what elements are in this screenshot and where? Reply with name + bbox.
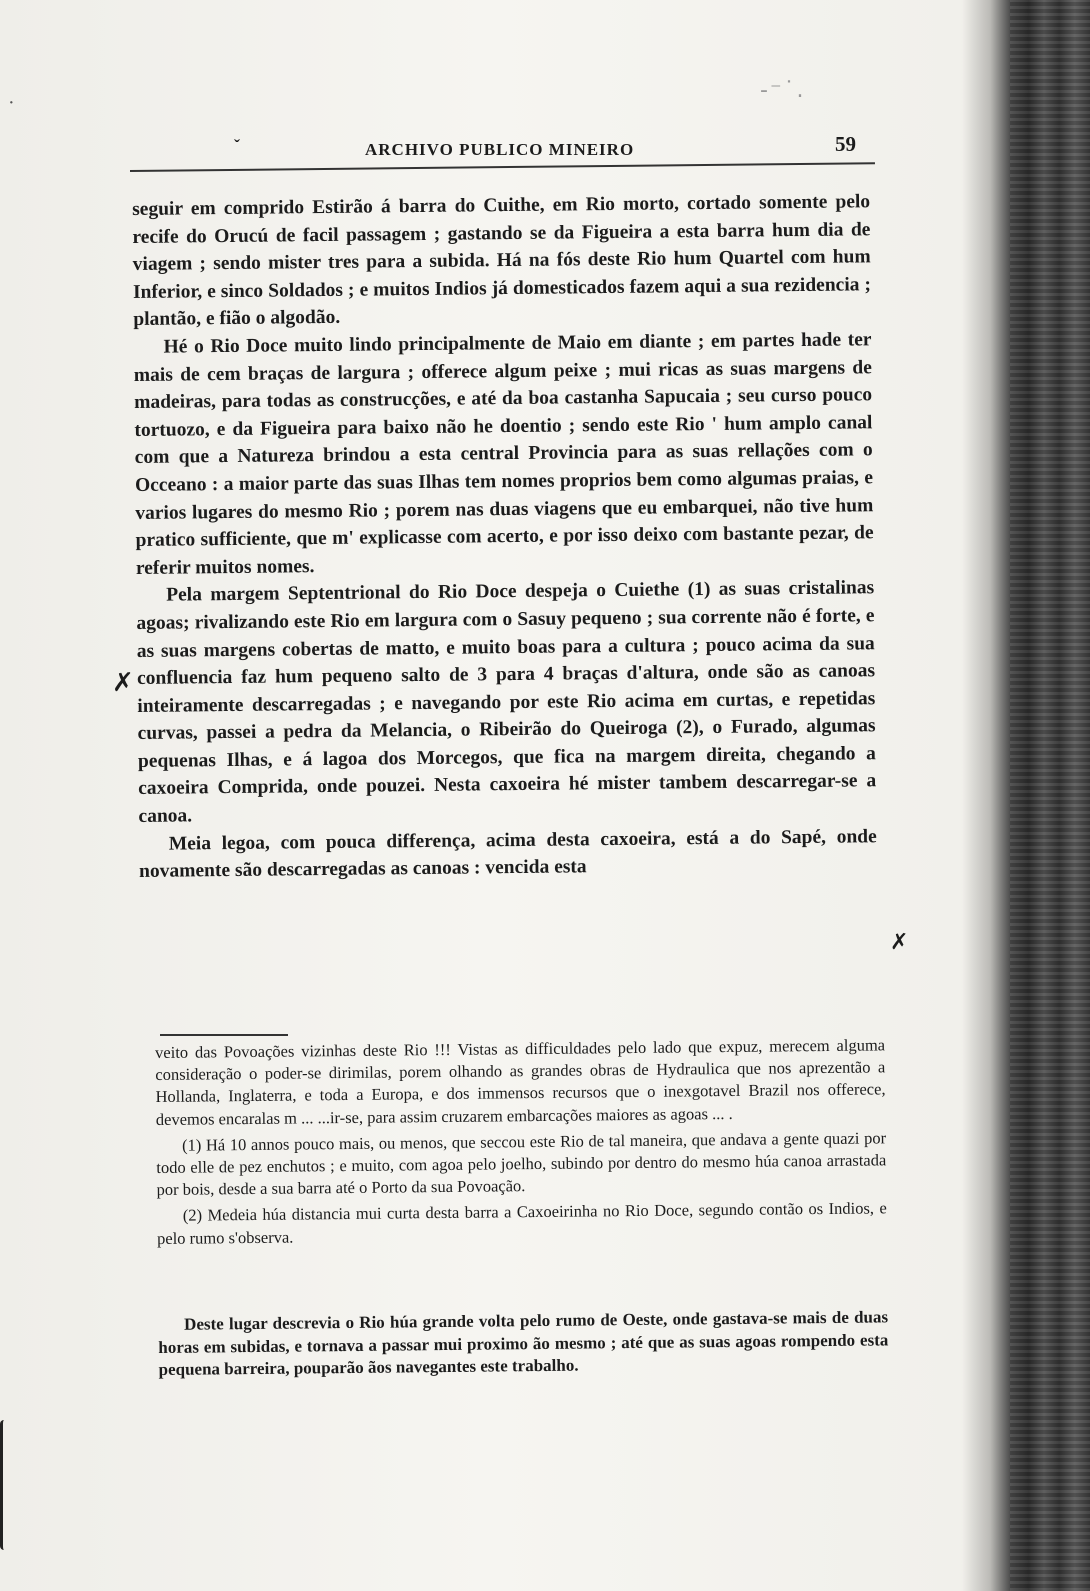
paragraph: Hé o Rio Doce muito lindo principalmente de Maio em diante ; em partes hade ter mais de cem braças de largura ; offerece algum peixe ; mui ricas as suas margens de madeiras, para todas as construcções, e até da boa castanha Sapucaia ; seu curso pouco tortuozo, e da Figueira para baixo não he doentio ; sendo este Rio ' hum amplo canal com que a Natureza brindou a esta central Provincia para as suas rellações com o Occeano : a maior parte das suas Ilhas tem nomes proprios bem como algumas praias, e varios lugares do mesmo Rio ; porem nas duas viagens que eu embarquei, não tive hum pratico sufficiente, que m' explicasse com acerto, e por isso deixo com bastante pezar, de referir muitos nomes. [133, 329, 874, 579]
stray-marks: -⁻˙. [760, 78, 806, 103]
margin-speck: · [8, 92, 15, 114]
footnotes [155, 1034, 887, 1253]
margin-edge [0, 1420, 9, 1550]
main-text [132, 188, 877, 886]
footnote: veito das Povoações vizinhas deste Rio !!! Vistas as difficuldades pelo lado que expuz, merecem alguma consideração o poder-se dirimilas, porem olhando as grandes obras de Hydraulica que nos aprezentão a Hollanda, Inglaterra, e toda a Europa, e dos immensos recursos que o inexgotavel Brazil nos offerece, devemos encaralas m ... ...ir-se, para assim cruzarem embarcações maiores as agoas ... . [155, 1035, 886, 1129]
book-spine-texture [1010, 0, 1090, 1591]
margin-mark-left: ✗ [112, 668, 134, 698]
paragraph: Meia legoa, com pouca differença, acima desta caxoeira, está a do Sapé, onde novamente são descarregadas as canoas : vencida esta [138, 825, 877, 883]
paragraph: Deste lugar descrevia o Rio húa grande volta pelo rumo de Oeste, onde gastava-se mais de duas horas em subidas, e tornava a passar mui proximo ão mesmo ; até que as suas agoas rompendo esta pequena barreira, pouparão ãos navegantes este trabalho. [158, 1307, 889, 1379]
paragraph: seguir em comprido Estirão á barra do Cuithe, em Rio morto, cortado somente pelo recife do Orucú de facil passagem ; gastando se da Figueira a esta barra hum dia de viagem ; sendo mister tres para a subida. Há na fós deste Rio hum Quartel com hum Inferior, e sinco Soldados ; e muitos Indios já domesticados fazem aqui a sua rezidencia ; plantão, e fião o algodão. [132, 191, 872, 331]
closing-text [158, 1306, 889, 1381]
footnote: (2) Medeia húa distancia mui curta desta barra a Caxoeirinha no Rio Doce, segundo contão os Indios, e pelo rumo s'observa. [156, 1198, 887, 1248]
paragraph: Pela margem Septentrional do Rio Doce despeja o Cuiethe (1) as suas cristalinas agoas; rivalizando este Rio em largura com o Sasuy pequeno ; sua corrente não é forte, e as suas margens cobertas de matto, e muito boas para a cultura ; pouco acima da sua confluencia faz hum pequeno salto de 3 para 4 braças d'altura, onde são as canoas inteiramente descarregadas ; e navegando por este Rio acima em curtas, e repetidas curvas, passei a pedra da Melancia, o Ribeirão do Queiroga (2), o Furado, algumas pequenas Ilhas, e á lagoa dos Morcegos, que fica na margem direita, chegando a caxoeira Comprida, onde pouzei. Nesta caxoeira hé mister tambem descarregar-se a canoa. [136, 577, 877, 828]
running-header [130, 130, 875, 164]
page-number: 59 [835, 132, 856, 156]
footnote: (1) Há 10 annos pouco mais, ou menos, que seccou este Rio de tal maneira, que andava a gente quazi por todo elle de pez enchutos ; e muito, com agoa pelo joelho, subindo por dentro do mesmo húa canoa arrastada por bois, desde a sua barra até o Porto da sua Povoação. [156, 1128, 887, 1200]
margin-mark-right: ✗ [890, 930, 909, 955]
footnote-rule [160, 1034, 288, 1036]
header-mark: ˇ [234, 136, 240, 156]
header-title: ARCHIVO PUBLICO MINEIRO [365, 140, 635, 159]
